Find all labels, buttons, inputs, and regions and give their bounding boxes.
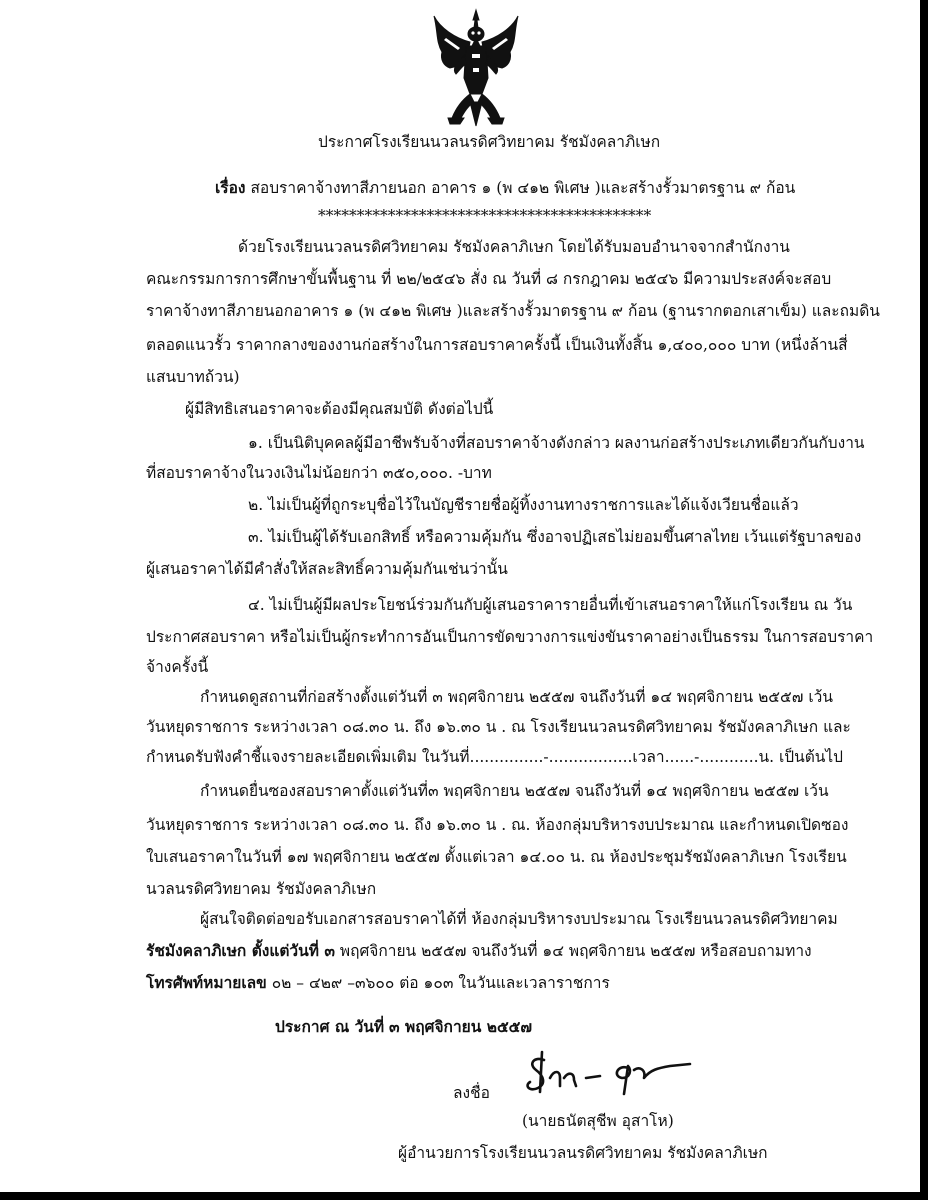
qualification-item: จ้างครั้งนี้ (146, 658, 209, 676)
submission-line: นวลนรดิศวิทยาคม รัชมังคลาภิเษก (146, 880, 377, 898)
document-title: ประกาศโรงเรียนนวลนรดิศวิทยาคม รัชมังคลาภิเษก (318, 133, 661, 151)
contact-line: ผู้สนใจติดต่อขอรับเอกสารสอบราคาได้ที่ ห้องกลุ่มบริหารงบประมาณ โรงเรียนนวลนรดิศวิทยาคม (200, 910, 838, 928)
subject-line (215, 177, 795, 199)
announce-label: ประกาศ ณ วันที่ (275, 1017, 385, 1036)
qualification-item: ๑. เป็นนิติบุคคลผู้มีอาชีพรับจ้างที่สอบราคาจ้างดังกล่าว ผลงานก่อสร้างประเภทเดียวกันกับงาน (248, 434, 865, 452)
garuda-emblem-icon (430, 8, 522, 128)
announce-date: ๓ พฤศจิกายน ๒๕๕๗ (389, 1017, 533, 1036)
intro-line: ด้วยโรงเรียนนวลนรดิศวิทยาคม รัชมังคลาภิเษก โดยได้รับมอบอำนาจจากสำนักงาน (238, 238, 790, 256)
phone-text: ๐๒ – ๔๒๙ –๓๖๐๐ ต่อ ๑๐๓ ในวันและเวลาราชการ (266, 974, 610, 992)
submission-line: วันหยุดราชการ ระหว่างเวลา ๐๘.๓๐ น. ถึง ๑๖.๓๐ น . ณ. ห้องกลุ่มบริหารงบประมาณ และกำหนดเปิดซอง (146, 816, 849, 834)
qualification-item: ๓. ไม่เป็นผู้ได้รับเอกสิทธิ์ หรือความคุ้มกัน ซึ่งอาจปฏิเสธไม่ยอมขึ้นศาลไทย เว้นแต่รัฐบาลของ (248, 528, 862, 546)
contact-line (146, 972, 610, 994)
site-visit-line: วันหยุดราชการ ระหว่างเวลา ๐๘.๓๐ น. ถึง ๑๖.๓๐ น . ณ โรงเรียนนวลนรดิศวิทยาคม รัชมังคลาภิเษก และ (146, 718, 851, 736)
qualification-item: ที่สอบราคาจ้างในวงเงินไม่น้อยกว่า ๓๕๐,๐๐๐. -บาท (146, 464, 492, 482)
intro-line: คณะกรรมการการศึกษาขั้นพื้นฐาน ที่ ๒๒/๒๕๔๖ สั่ง ณ วันที่ ๘ กรกฎาคม ๒๕๔๖ มีความประสงค์จะสอบ (146, 270, 832, 288)
signer-title: ผู้อำนวยการโรงเรียนนวลนรดิศวิทยาคม รัชมังคลาภิเษก (398, 1144, 768, 1162)
site-visit-line: กำหนดดูสถานที่ก่อสร้างตั้งแต่วันที่ ๓ พฤศจิกายน ๒๕๕๗ จนถึงวันที่ ๑๔ พฤศจิกายน ๒๕๕๗ เว้น (200, 688, 833, 706)
submission-line: กำหนดยื่นซองสอบราคาตั้งแต่วันที่๓ พฤศจิกายน ๒๕๕๗ จนถึงวันที่ ๑๔ พฤศจิกายน ๒๕๕๗ เว้น (200, 782, 829, 800)
subject-label: เรื่อง (215, 178, 246, 197)
qualification-item: ประกาศสอบราคา หรือไม่เป็นผู้กระทำการอันเป็นการขัดขวางการแข่งขันราคาอย่างเป็นธรรม ในการสอบราคา (146, 628, 874, 646)
contact-bold: รัชมังคลาภิเษก ตั้งแต่วันที่ ๓ (146, 941, 335, 960)
signer-name: (นายธนัตสุชีพ อุสาโห) (522, 1112, 674, 1130)
announce-date-line (275, 1016, 532, 1038)
contact-text: พฤศจิกายน ๒๕๕๗ จนถึงวันที่ ๑๔ พฤศจิกายน ๒๕๕๗ หรือสอบถามทาง (334, 942, 812, 960)
qualification-item: ๔. ไม่เป็นผู้มีผลประโยชน์ร่วมกันกับผู้เสนอราคารายอื่นที่เข้าเสนอราคาให้แก่โรงเรียน ณ วัน (248, 596, 853, 614)
scan-border-right (920, 0, 928, 1200)
scan-border-bottom (0, 1192, 928, 1200)
subject-text: สอบราคาจ้างทาสีภายนอก อาคาร ๑ (พ ๔๑๒ พิเศษ )และสร้างรั้วมาตรฐาน ๙ ก้อน (250, 179, 796, 197)
qualifications-heading: ผู้มีสิทธิเสนอราคาจะต้องมีคุณสมบัติ ดังต่อไปนี้ (185, 400, 494, 418)
submission-line: ใบเสนอราคาในวันที่ ๑๗ พฤศจิกายน ๒๕๕๗ ตั้งแต่เวลา ๑๔.๐๐ น. ณ ห้องประชุมรัชมังคลาภิเษก โรงเรียน (146, 848, 847, 866)
intro-line: ราคาจ้างทาสีภายนอกอาคาร ๑ (พ ๔๑๒ พิเศษ )และสร้างรั้วมาตรฐาน ๙ ก้อน (ฐานรากตอกเสาเข็ม) และถมดิน (146, 302, 880, 320)
separator-stars: ******************************************* (318, 207, 652, 225)
sign-label: ลงชื่อ (453, 1084, 490, 1102)
contact-line (146, 940, 812, 962)
phone-label: โทรศัพท์หมายเลข (146, 973, 267, 992)
site-visit-line: กำหนดรับฟังคำชี้แจงรายละเอียดเพิ่มเติม ในวันที่...............-.................เวลา......-............น. เป็นต้นไป (146, 748, 844, 766)
signature-image (520, 1048, 700, 1098)
intro-line: แสนบาทถ้วน) (146, 368, 240, 386)
qualification-item: ๒. ไม่เป็นผู้ที่ถูกระบุชื่อไว้ในบัญชีรายชื่อผู้ทิ้งงานทางราชการและได้แจ้งเวียนชื่อแล้ว (248, 496, 799, 514)
intro-line: ตลอดแนวรั้ว ราคากลางของงานก่อสร้างในการสอบราคาครั้งนี้ เป็นเงินทั้งสิ้น ๑,๔๐๐,๐๐๐ บาท (หนึ่งล้านสี่ (146, 336, 848, 354)
qualification-item: ผู้เสนอราคาได้มีคำสั่งให้สละสิทธิ์ความคุ้มกันเช่นว่านั้น (146, 560, 508, 578)
